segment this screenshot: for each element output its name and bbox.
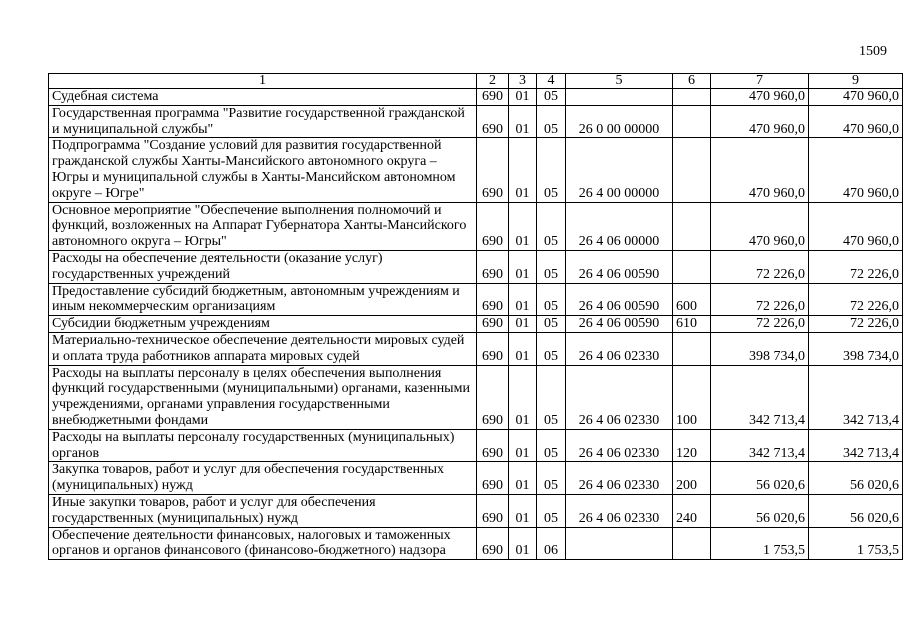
header-cell-5: 5 bbox=[566, 74, 673, 89]
row-col-3: 01 bbox=[509, 105, 537, 138]
table-row bbox=[49, 429, 903, 462]
table-row bbox=[49, 105, 903, 138]
row-col-5: 26 4 06 00590 bbox=[566, 250, 673, 283]
row-col-2: 690 bbox=[477, 494, 509, 527]
row-col-7: 56 020,6 bbox=[711, 462, 809, 495]
row-description: Подпрограмма "Создание условий для развития государственной гражданской службы Ханты-Мансийского автономного округа – Югры и муниципальной службы в Ханты-Мансийском автономном округе – Югре" bbox=[49, 138, 477, 202]
row-col-7: 470 960,0 bbox=[711, 138, 809, 202]
row-col-4: 05 bbox=[537, 429, 566, 462]
row-col-2: 690 bbox=[477, 462, 509, 495]
row-col-2: 690 bbox=[477, 250, 509, 283]
budget-table-body bbox=[49, 74, 903, 560]
row-col-2: 690 bbox=[477, 138, 509, 202]
row-col-4: 05 bbox=[537, 89, 566, 106]
row-col-3: 01 bbox=[509, 202, 537, 250]
row-col-5 bbox=[566, 89, 673, 106]
row-col-5: 26 4 06 02330 bbox=[566, 429, 673, 462]
row-col-5: 26 4 06 02330 bbox=[566, 332, 673, 365]
row-description: Обеспечение деятельности финансовых, налоговых и таможенных органов и органов финансового (финансово-бюджетного) надзора bbox=[49, 527, 477, 560]
table-row bbox=[49, 332, 903, 365]
row-col-6 bbox=[673, 138, 711, 202]
table-row bbox=[49, 250, 903, 283]
row-col-5: 26 4 06 00590 bbox=[566, 316, 673, 333]
row-description: Расходы на выплаты персоналу в целях обеспечения выполнения функций государственными (муниципальными) органами, казенными учреждениями, органами управления государственными внебюджетными фондами bbox=[49, 365, 477, 429]
row-col-3: 01 bbox=[509, 527, 537, 560]
row-description: Закупка товаров, работ и услуг для обеспечения государственных (муниципальных) нужд bbox=[49, 462, 477, 495]
row-col-9: 342 713,4 bbox=[809, 365, 903, 429]
row-col-4: 05 bbox=[537, 462, 566, 495]
row-col-9: 72 226,0 bbox=[809, 316, 903, 333]
row-col-2: 690 bbox=[477, 283, 509, 316]
row-col-5: 26 4 00 00000 bbox=[566, 138, 673, 202]
row-col-4: 05 bbox=[537, 316, 566, 333]
budget-table bbox=[48, 73, 903, 560]
row-col-4: 05 bbox=[537, 138, 566, 202]
row-col-4: 05 bbox=[537, 332, 566, 365]
header-cell-2: 2 bbox=[477, 74, 509, 89]
row-col-5: 26 4 06 02330 bbox=[566, 365, 673, 429]
row-col-3: 01 bbox=[509, 250, 537, 283]
row-col-5: 26 4 06 00590 bbox=[566, 283, 673, 316]
row-col-3: 01 bbox=[509, 462, 537, 495]
header-cell-3: 3 bbox=[509, 74, 537, 89]
row-col-2: 690 bbox=[477, 527, 509, 560]
row-col-6: 100 bbox=[673, 365, 711, 429]
row-col-2: 690 bbox=[477, 332, 509, 365]
header-cell-1: 1 bbox=[49, 74, 477, 89]
row-col-2: 690 bbox=[477, 202, 509, 250]
row-col-7: 470 960,0 bbox=[711, 105, 809, 138]
row-col-3: 01 bbox=[509, 365, 537, 429]
row-col-5: 26 4 06 02330 bbox=[566, 494, 673, 527]
row-col-2: 690 bbox=[477, 316, 509, 333]
row-description: Расходы на обеспечение деятельности (оказание услуг) государственных учреждений bbox=[49, 250, 477, 283]
table-header-row bbox=[49, 74, 903, 89]
row-col-3: 01 bbox=[509, 283, 537, 316]
table-row bbox=[49, 316, 903, 333]
row-col-7: 470 960,0 bbox=[711, 89, 809, 106]
header-cell-7: 7 bbox=[711, 74, 809, 89]
row-col-5: 26 0 00 00000 bbox=[566, 105, 673, 138]
row-col-3: 01 bbox=[509, 138, 537, 202]
table-row bbox=[49, 494, 903, 527]
row-col-6 bbox=[673, 332, 711, 365]
row-col-2: 690 bbox=[477, 89, 509, 106]
row-col-7: 56 020,6 bbox=[711, 494, 809, 527]
page-number: 1509 bbox=[859, 44, 887, 59]
row-col-7: 72 226,0 bbox=[711, 283, 809, 316]
row-col-4: 05 bbox=[537, 250, 566, 283]
row-col-9: 56 020,6 bbox=[809, 494, 903, 527]
row-col-3: 01 bbox=[509, 494, 537, 527]
row-description: Расходы на выплаты персоналу государственных (муниципальных) органов bbox=[49, 429, 477, 462]
row-col-9: 72 226,0 bbox=[809, 283, 903, 316]
table-row bbox=[49, 202, 903, 250]
row-col-4: 05 bbox=[537, 494, 566, 527]
row-description: Иные закупки товаров, работ и услуг для обеспечения государственных (муниципальных) нужд bbox=[49, 494, 477, 527]
row-col-3: 01 bbox=[509, 429, 537, 462]
row-description: Государственная программа "Развитие государственной гражданской и муниципальной службы" bbox=[49, 105, 477, 138]
table-row bbox=[49, 527, 903, 560]
row-col-2: 690 bbox=[477, 365, 509, 429]
row-col-4: 05 bbox=[537, 283, 566, 316]
row-col-5: 26 4 06 00000 bbox=[566, 202, 673, 250]
row-col-4: 05 bbox=[537, 202, 566, 250]
row-col-4: 05 bbox=[537, 365, 566, 429]
table-row bbox=[49, 138, 903, 202]
row-col-9: 470 960,0 bbox=[809, 105, 903, 138]
header-cell-9: 9 bbox=[809, 74, 903, 89]
row-description: Судебная система bbox=[49, 89, 477, 106]
row-col-5 bbox=[566, 527, 673, 560]
row-col-9: 56 020,6 bbox=[809, 462, 903, 495]
row-col-6: 200 bbox=[673, 462, 711, 495]
table-row bbox=[49, 283, 903, 316]
row-col-9: 470 960,0 bbox=[809, 138, 903, 202]
row-col-9: 470 960,0 bbox=[809, 202, 903, 250]
row-col-9: 398 734,0 bbox=[809, 332, 903, 365]
row-col-6 bbox=[673, 202, 711, 250]
row-col-7: 1 753,5 bbox=[711, 527, 809, 560]
row-col-3: 01 bbox=[509, 89, 537, 106]
row-col-7: 398 734,0 bbox=[711, 332, 809, 365]
row-col-3: 01 bbox=[509, 332, 537, 365]
row-col-2: 690 bbox=[477, 105, 509, 138]
row-col-9: 470 960,0 bbox=[809, 89, 903, 106]
row-description: Основное мероприятие "Обеспечение выполнения полномочий и функций, возложенных на Аппарат Губернатора Ханты-Мансийского автономного округа – Югры" bbox=[49, 202, 477, 250]
row-col-7: 342 713,4 bbox=[711, 429, 809, 462]
row-col-4: 06 bbox=[537, 527, 566, 560]
row-col-9: 72 226,0 bbox=[809, 250, 903, 283]
row-description: Предоставление субсидий бюджетным, автономным учреждениям и иным некоммерческим организациям bbox=[49, 283, 477, 316]
row-col-3: 01 bbox=[509, 316, 537, 333]
table-row bbox=[49, 89, 903, 106]
row-col-6: 240 bbox=[673, 494, 711, 527]
row-col-2: 690 bbox=[477, 429, 509, 462]
row-col-5: 26 4 06 02330 bbox=[566, 462, 673, 495]
row-col-6 bbox=[673, 105, 711, 138]
table-row bbox=[49, 365, 903, 429]
header-cell-6: 6 bbox=[673, 74, 711, 89]
row-col-6 bbox=[673, 89, 711, 106]
row-col-7: 342 713,4 bbox=[711, 365, 809, 429]
row-col-6 bbox=[673, 250, 711, 283]
header-cell-4: 4 bbox=[537, 74, 566, 89]
row-col-7: 72 226,0 bbox=[711, 316, 809, 333]
row-col-6: 120 bbox=[673, 429, 711, 462]
row-col-9: 1 753,5 bbox=[809, 527, 903, 560]
row-col-6: 610 bbox=[673, 316, 711, 333]
row-col-6 bbox=[673, 527, 711, 560]
table-row bbox=[49, 462, 903, 495]
row-col-7: 72 226,0 bbox=[711, 250, 809, 283]
row-description: Материально-техническое обеспечение деятельности мировых судей и оплата труда работников аппарата мировых судей bbox=[49, 332, 477, 365]
row-col-7: 470 960,0 bbox=[711, 202, 809, 250]
row-description: Субсидии бюджетным учреждениям bbox=[49, 316, 477, 333]
row-col-6: 600 bbox=[673, 283, 711, 316]
row-col-4: 05 bbox=[537, 105, 566, 138]
row-col-9: 342 713,4 bbox=[809, 429, 903, 462]
